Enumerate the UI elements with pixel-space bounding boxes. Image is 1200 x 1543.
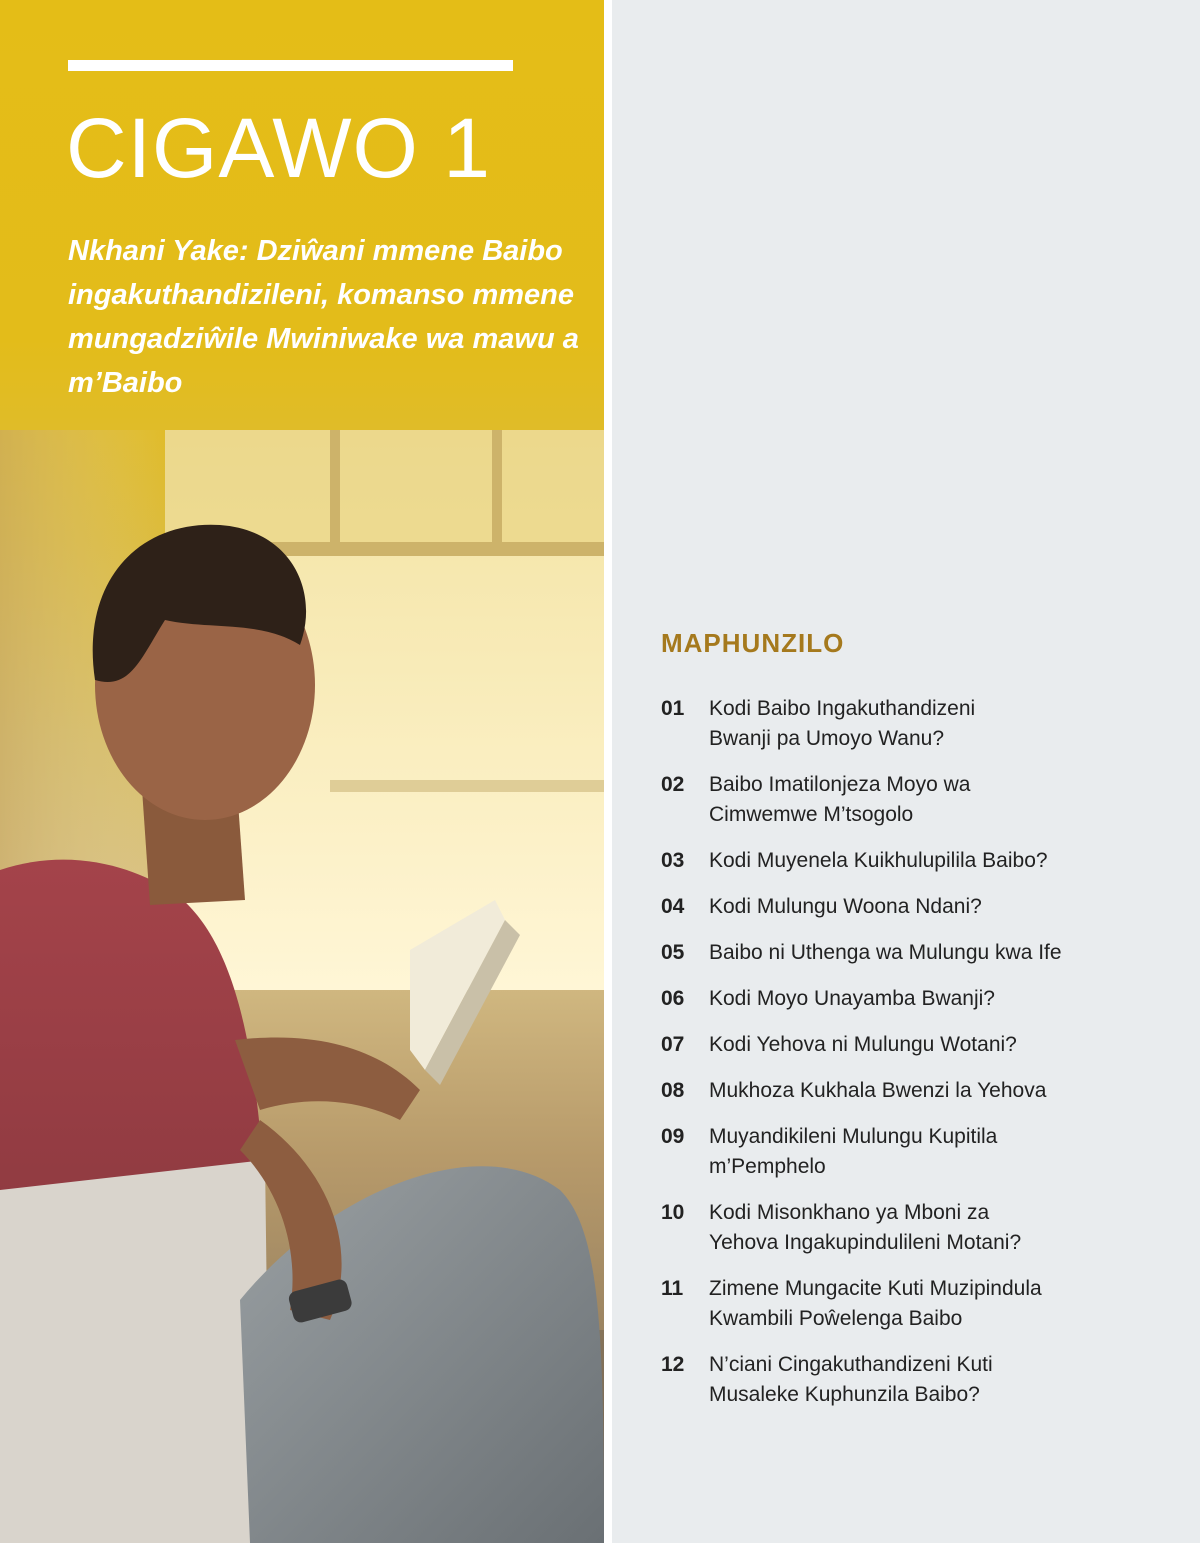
lesson-title: Mukhoza Kukhala Bwenzi la Yehova [709,1079,1047,1102]
lesson-item[interactable] [661,770,1181,830]
lesson-number: 04 [661,895,685,918]
lesson-item[interactable] [661,1076,1181,1106]
lesson-item[interactable] [661,1030,1181,1060]
lesson-number: 12 [661,1353,685,1376]
lesson-title: Kodi Mulungu Woona Ndani? [709,895,982,918]
lesson-item[interactable] [661,1274,1181,1334]
part-subtitle: Nkhani Yake: Dziŵani mmene Baibo ingakuthandizileni, komanso mmene mungadziŵile Mwiniwake wa mawu a m’Baibo [68,235,579,399]
lesson-item[interactable] [661,892,1181,922]
lesson-title: Zimene Mungacite Kuti Muzipindula Kwambili Poŵelenga Baibo [709,1277,1042,1330]
lesson-number: 06 [661,987,685,1010]
lessons-heading: MAPHUNZILO [661,628,845,658]
lesson-title: Kodi Muyenela Kuikhulupilila Baibo? [709,849,1048,872]
lesson-number: 07 [661,1033,685,1056]
reader-illustration [0,430,604,1543]
lesson-number: 05 [661,941,685,964]
lesson-title: Kodi Baibo Ingakuthandizeni Bwanji pa Umoyo Wanu? [709,697,976,750]
lesson-title: Kodi Moyo Unayamba Bwanji? [709,987,995,1010]
lesson-item[interactable] [661,938,1181,968]
lesson-item[interactable] [661,694,1181,754]
lesson-item[interactable] [661,1350,1181,1410]
title-rule [68,60,513,71]
panel-divider [604,0,612,1543]
lesson-number: 11 [661,1277,684,1300]
lesson-number: 09 [661,1125,685,1148]
lesson-title: Baibo Imatilonjeza Moyo wa Cimwemwe M’tsogolo [709,773,971,826]
lesson-title: N’ciani Cingakuthandizeni Kuti Musaleke Kuphunzila Baibo? [709,1353,993,1406]
lesson-list [661,694,1181,1426]
lesson-item[interactable] [661,846,1181,876]
lesson-number: 02 [661,773,685,796]
part-title: CIGAWO 1 [66,101,491,195]
lesson-item[interactable] [661,984,1181,1014]
lesson-item[interactable] [661,1198,1181,1258]
lesson-number: 03 [661,849,685,872]
lesson-number: 01 [661,697,685,720]
lesson-item[interactable] [661,1122,1181,1182]
lesson-title: Kodi Yehova ni Mulungu Wotani? [709,1033,1017,1056]
lesson-title: Baibo ni Uthenga wa Mulungu kwa Ife [709,941,1062,964]
lesson-number: 08 [661,1079,685,1102]
lesson-title: Kodi Misonkhano ya Mboni za Yehova Ingakupindulileni Motani? [709,1201,1022,1254]
lesson-number: 10 [661,1201,685,1224]
lesson-title: Muyandikileni Mulungu Kupitila m’Pemphelo [709,1125,998,1178]
